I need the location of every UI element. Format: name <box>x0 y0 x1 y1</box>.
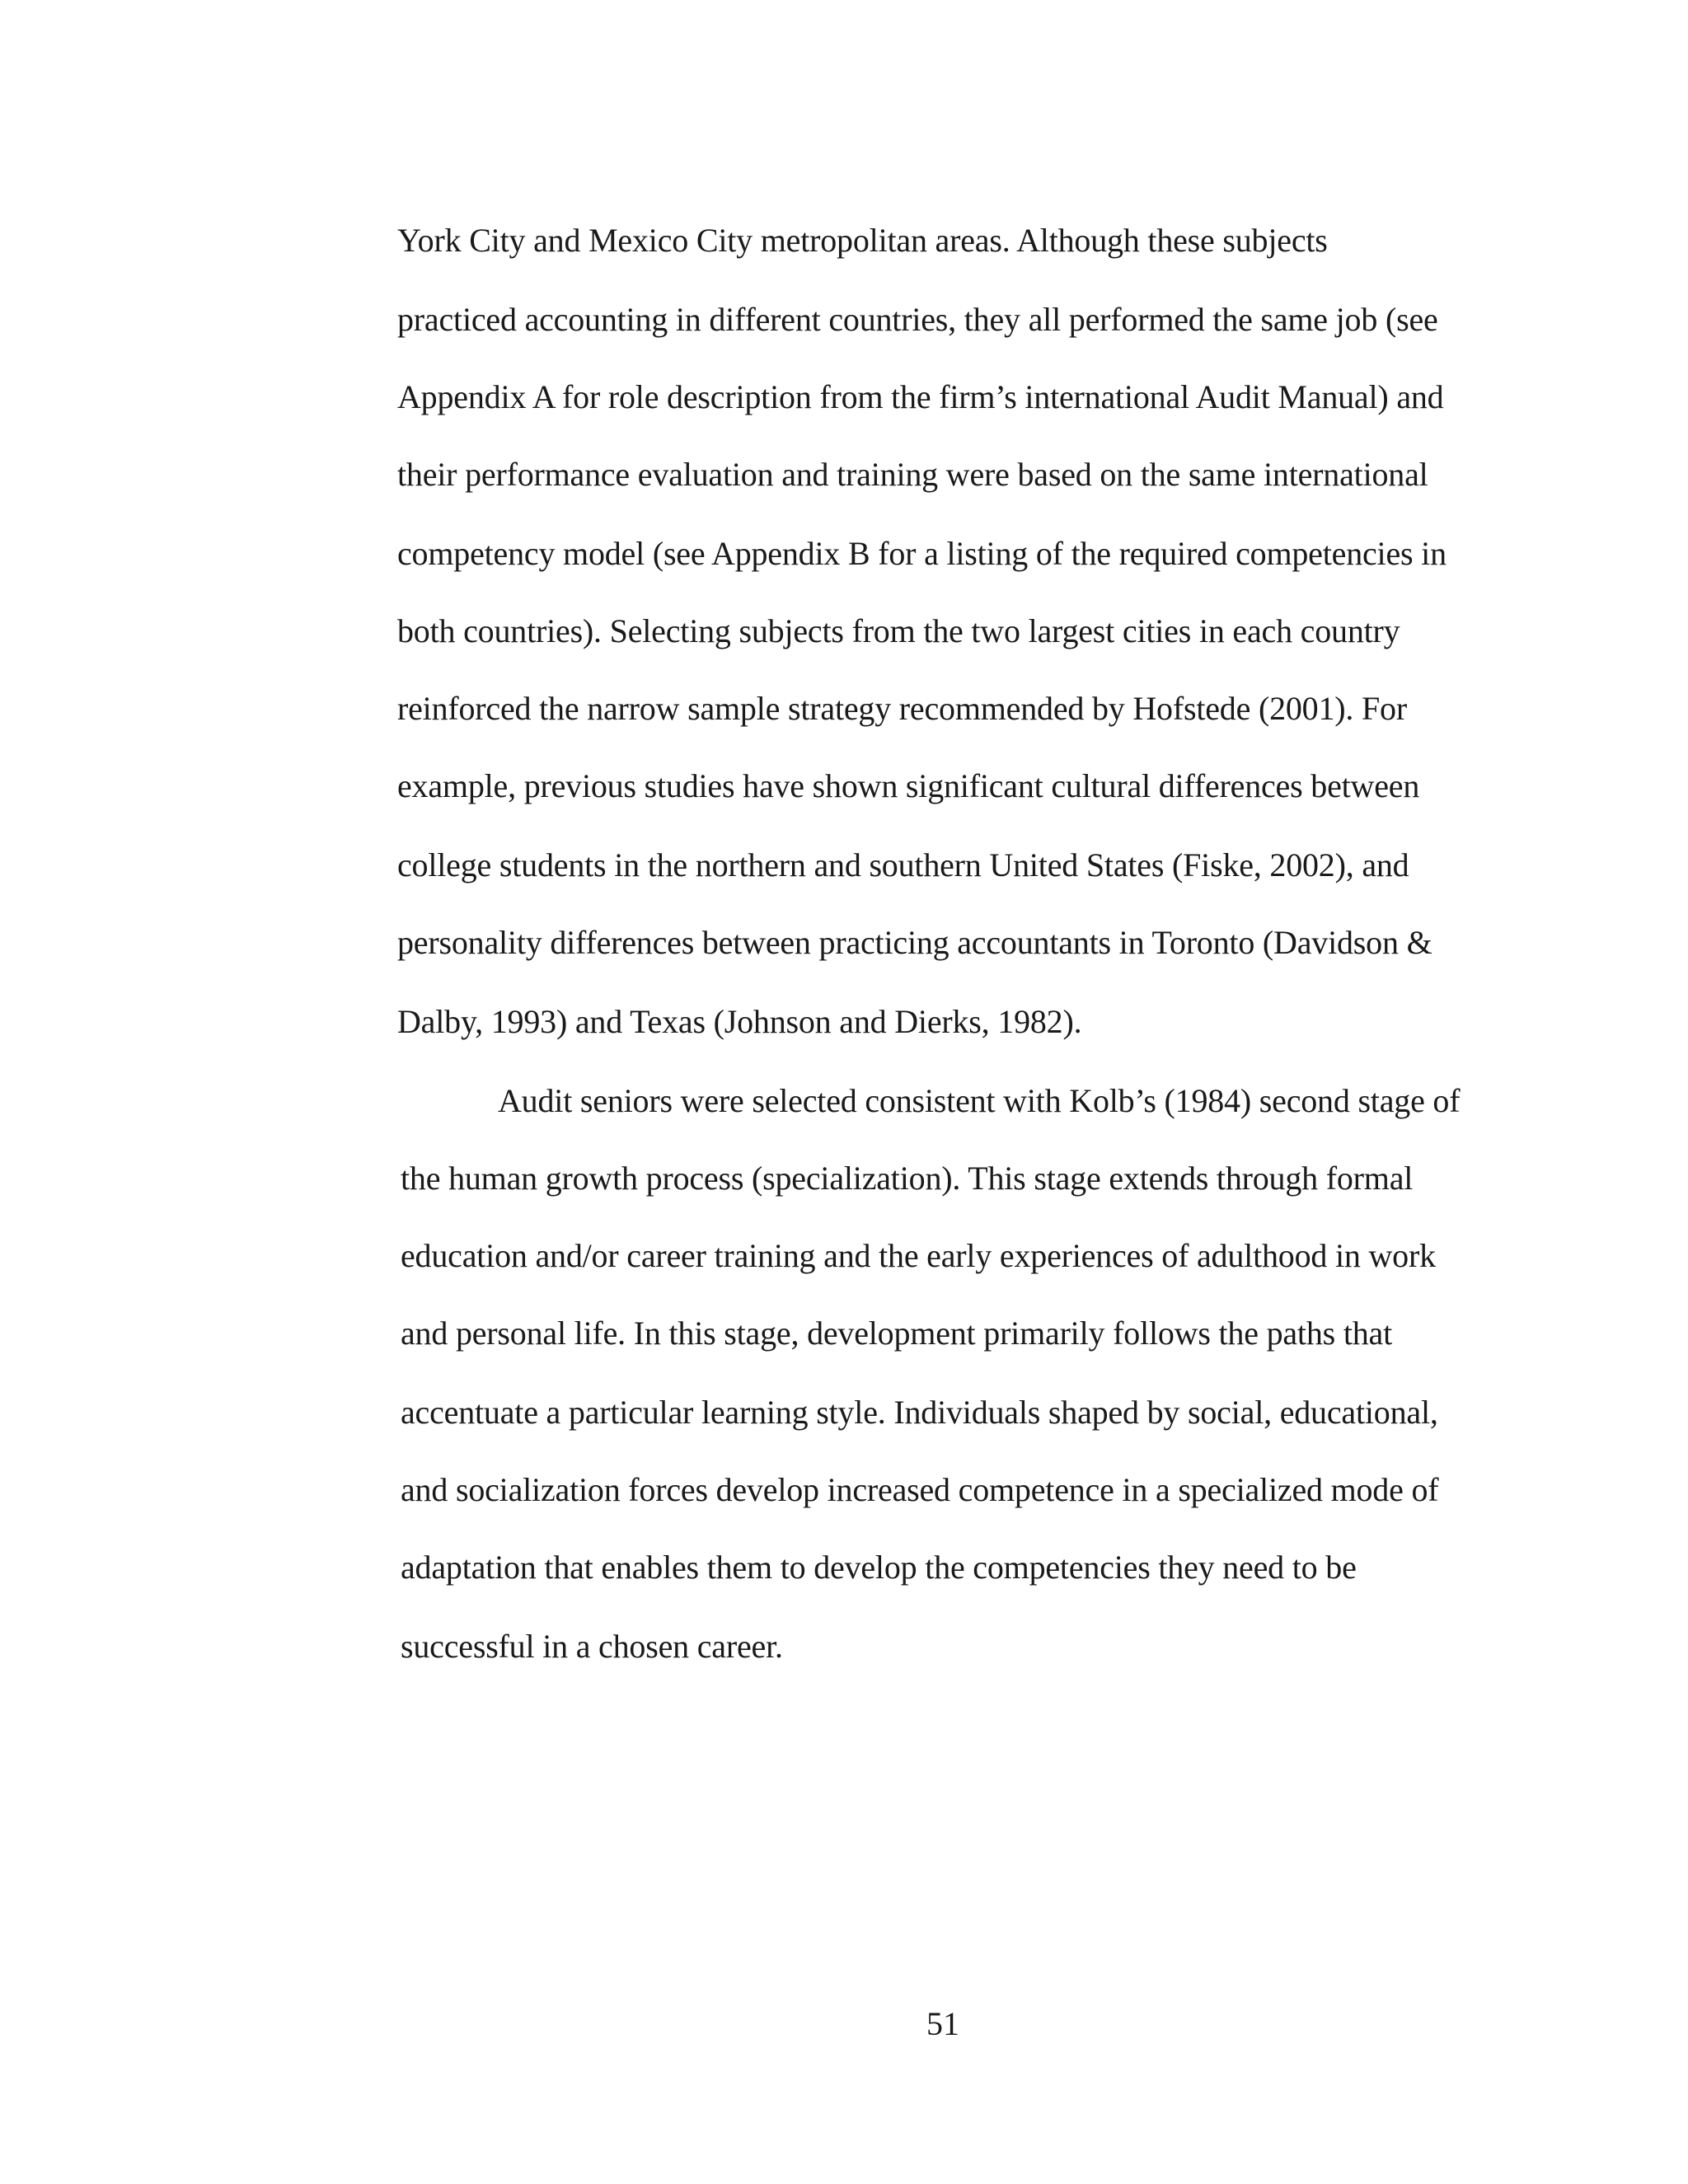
text-line: and socialization forces develop increased competence in a specialized mode of <box>401 1471 1439 1508</box>
text-line: successful in a chosen career. <box>401 1628 783 1665</box>
text-line: competency model (see Appendix B for a listing of the required competencies in <box>397 535 1447 572</box>
page-number: 51 <box>926 2005 959 2042</box>
text-line: Appendix A for role description from the firm’s international Audit Manual) and <box>397 378 1444 415</box>
text-line: practiced accounting in different countries, they all performed the same job (see <box>397 301 1438 338</box>
text-line: reinforced the narrow sample strategy recommended by Hofstede (2001). For <box>397 690 1407 727</box>
text-line: accentuate a particular learning style. Individuals shaped by social, educational, <box>401 1394 1438 1431</box>
text-line: the human growth process (specialization). This stage extends through formal <box>401 1160 1414 1197</box>
text-line: and personal life. In this stage, development primarily follows the paths that <box>401 1315 1392 1352</box>
text-line: York City and Mexico City metropolitan areas. Although these subjects <box>397 222 1328 259</box>
text-line: example, previous studies have shown significant cultural differences between <box>397 767 1420 804</box>
text-line: personality differences between practicing accountants in Toronto (Davidson & <box>397 924 1432 961</box>
text-line: Dalby, 1993) and Texas (Johnson and Dierks, 1982). <box>397 1003 1082 1040</box>
text-line: college students in the northern and southern United States (Fiske, 2002), and <box>397 846 1409 883</box>
text-line: education and/or career training and the early experiences of adulthood in work <box>401 1237 1436 1274</box>
text-line: both countries). Selecting subjects from the two largest cities in each country <box>397 612 1400 649</box>
text-line: their performance evaluation and training were based on the same international <box>397 456 1428 493</box>
text-line: adaptation that enables them to develop the competencies they need to be <box>401 1549 1357 1586</box>
text-line: Audit seniors were selected consistent with Kolb’s (1984) second stage of <box>498 1082 1461 1119</box>
